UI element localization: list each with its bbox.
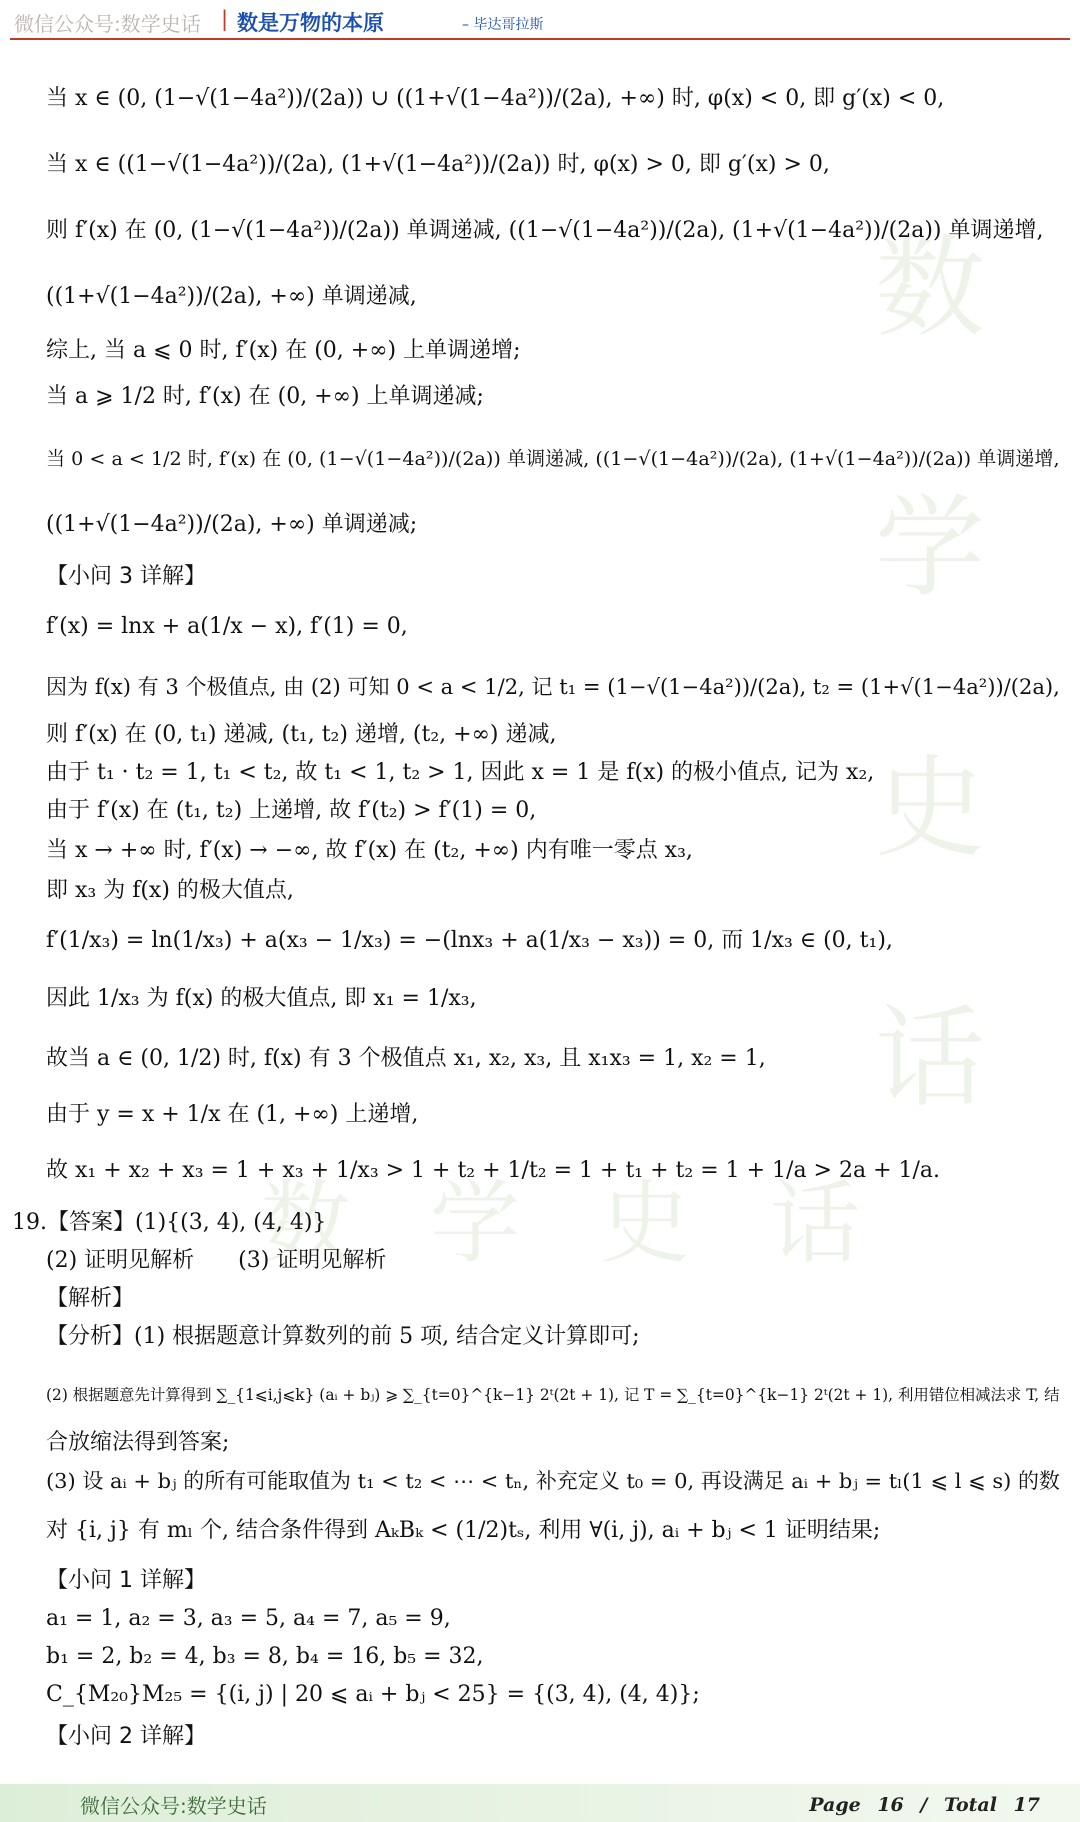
text-line: 综上, 当 a ⩽ 0 时, f′(x) 在 (0, +∞) 上单调递增; (46, 338, 521, 363)
text-line: (2) 根据题意先计算得到 ∑_{1⩽i,j⩽k} (aᵢ + bⱼ) ⩾ ∑_{t=0}^{k−1} 2ᵗ(2t + 1), 记 T = ∑_{t=0}^{k−1} 2ᵗ(2t + 1), 利用错位相减法求 T, 结 (46, 1386, 1060, 1404)
page-indicator (809, 1794, 1040, 1816)
text-line: 合放缩法得到答案; (46, 1430, 230, 1455)
text-line: f′(1/x₃) = ln(1/x₃) + a(x₃ − 1/x₃) = −(lnx₃ + a(1/x₃ − x₃)) = 0, 而 1/x₃ ∈ (0, t₁), (46, 928, 893, 953)
text-line: 因为 f(x) 有 3 个极值点, 由 (2) 可知 0 < a < 1/2, 记 t₁ = (1−√(1−4a²))/(2a), t₂ = (1+√(1−4a²))/(2a), (46, 674, 1060, 699)
page-slash: / (920, 1794, 928, 1816)
text-line: 则 f′(x) 在 (0, (1−√(1−4a²))/(2a)) 单调递减, ((1−√(1−4a²))/(2a), (1+√(1−4a²))/(2a)) 单调递增, (46, 218, 1044, 243)
text-line: 对 {i, j} 有 mₗ 个, 结合条件得到 AₖBₖ < (1/2)tₛ, 利用 ∀(i, j), aᵢ + bⱼ < 1 证明结果; (46, 1518, 881, 1543)
page-number: 16 (877, 1794, 904, 1816)
text-line: f′(x) = lnx + a(1/x − x), f′(1) = 0, (46, 614, 408, 639)
watermark-char: 史 (600, 1171, 690, 1276)
text-line: 当 a ⩾ 1/2 时, f′(x) 在 (0, +∞) 上单调递减; (46, 384, 484, 409)
text-line: 故 x₁ + x₂ + x₃ = 1 + x₃ + 1/x₃ > 1 + t₂ + 1/t₂ = 1 + t₁ + t₂ = 1 + 1/a > 2a + 1/a. (46, 1158, 941, 1183)
watermark-char: 学 (875, 484, 985, 612)
section-heading: 【小问 2 详解】 (46, 1724, 206, 1749)
header-account: 微信公众号:数学史话 (14, 12, 201, 36)
text-line: 即 x₃ 为 f(x) 的极大值点, (46, 878, 294, 903)
watermark-char: 话 (770, 1171, 860, 1276)
text-line: 由于 y = x + 1/x 在 (1, +∞) 上递增, (46, 1102, 419, 1127)
text-line: (3) 设 aᵢ + bⱼ 的所有可能取值为 t₁ < t₂ < ⋯ < tₙ, 补充定义 t₀ = 0, 再设满足 aᵢ + bⱼ = tₗ(1 ⩽ l ⩽ s) 的数 (46, 1469, 1060, 1493)
watermark-char: 数 (260, 1171, 350, 1276)
text-line: ((1+√(1−4a²))/(2a), +∞) 单调递减; (46, 512, 418, 537)
text-line: 因此 1/x₃ 为 f(x) 的极大值点, 即 x₁ = 1/x₃, (46, 986, 477, 1011)
text-line: a₁ = 1, a₂ = 3, a₃ = 5, a₄ = 7, a₅ = 9, (46, 1606, 451, 1631)
text-line: 由于 f′(x) 在 (t₁, t₂) 上递增, 故 f′(t₂) > f′(1) = 0, (46, 798, 537, 823)
section-heading: 【解析】 (46, 1286, 135, 1311)
header-title: 数是万物的本原 (237, 11, 384, 35)
text-line: 则 f′(x) 在 (0, t₁) 递减, (t₁, t₂) 递增, (t₂, +∞) 递减, (46, 722, 557, 747)
total-number: 17 (1013, 1794, 1040, 1816)
text-line: 当 x → +∞ 时, f′(x) → −∞, 故 f′(x) 在 (t₂, +∞) 内有唯一零点 x₃, (46, 838, 693, 863)
section-heading: 【小问 3 详解】 (46, 564, 206, 589)
text-line: (2) 证明见解析 (3) 证明见解析 (46, 1248, 387, 1273)
watermark-char: 话 (875, 994, 985, 1122)
page-footer (0, 1784, 1080, 1822)
watermark-char: 数 (875, 224, 985, 352)
header-rule (10, 38, 1070, 40)
header-separator: | (221, 7, 229, 31)
text-line: 【分析】(1) 根据题意计算数列的前 5 项, 结合定义计算即可; (46, 1324, 640, 1349)
watermark-char: 史 (875, 744, 985, 872)
text-line: ((1+√(1−4a²))/(2a), +∞) 单调递减, (46, 284, 417, 309)
page-label: Page (809, 1794, 861, 1816)
text-line: 由于 t₁ · t₂ = 1, t₁ < t₂, 故 t₁ < 1, t₂ > 1, 因此 x = 1 是 f(x) 的极小值点, 记为 x₂, (46, 760, 875, 785)
watermark-char: 学 (430, 1171, 520, 1276)
text-line: b₁ = 2, b₂ = 4, b₃ = 8, b₄ = 16, b₅ = 32, (46, 1644, 484, 1669)
text-line: 当 x ∈ (0, (1−√(1−4a²))/(2a)) ∪ ((1+√(1−4a²))/(2a), +∞) 时, φ(x) < 0, 即 g′(x) < 0, (46, 86, 945, 111)
page-header (0, 0, 1080, 40)
text-line: C_{M₂₀}M₂₅ = {(i, j) | 20 ⩽ aᵢ + bⱼ < 25} = {(3, 4), (4, 4)}; (46, 1682, 700, 1707)
footer-account: 微信公众号:数学史话 (80, 1794, 267, 1818)
text-line: 当 0 < a < 1/2 时, f′(x) 在 (0, (1−√(1−4a²))/(2a)) 单调递减, ((1−√(1−4a²))/(2a), (1+√(1−4a²))/(2a)) 单调递增, (46, 447, 1060, 470)
answer-line: 19.【答案】(1){(3, 4), (4, 4)} (12, 1210, 327, 1235)
total-label: Total (943, 1794, 997, 1816)
text-line: 当 x ∈ ((1−√(1−4a²))/(2a), (1+√(1−4a²))/(2a)) 时, φ(x) > 0, 即 g′(x) > 0, (46, 152, 830, 177)
text-line: 故当 a ∈ (0, 1/2) 时, f(x) 有 3 个极值点 x₁, x₂, x₃, 且 x₁x₃ = 1, x₂ = 1, (46, 1046, 766, 1071)
section-heading: 【小问 1 详解】 (46, 1568, 206, 1593)
header-author: – 毕达哥拉斯 (462, 17, 544, 33)
